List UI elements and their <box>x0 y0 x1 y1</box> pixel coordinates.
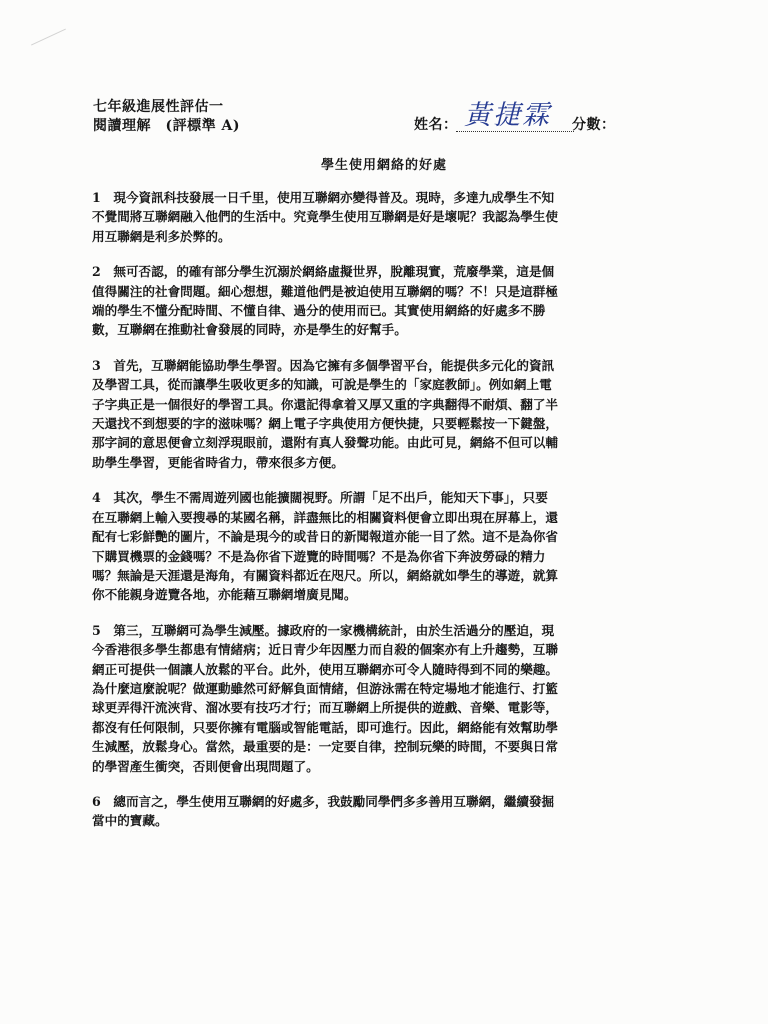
paragraph-line: 在互聯網上輸入要搜尋的某國名稱，詳盡無比的相關資料便會立即出現在屏幕上，還 <box>92 509 558 525</box>
paragraph-line: 的學習產生衝突，否則便會出現問題了。 <box>92 758 319 774</box>
paragraph-line: 2 無可否認，的確有部分學生沉溺於網絡虛擬世界，脫離現實，荒廢學業，這是個 <box>92 264 555 280</box>
paragraph-3 <box>92 356 688 472</box>
name-score-row <box>414 100 654 136</box>
paragraph-line: 為什麼這麼說呢？做運動雖然可紓解負面情緒，但游泳需在特定場地才能進行、打籃 <box>92 680 558 696</box>
article-body <box>92 188 688 847</box>
paragraph-line: 配有七彩鮮艷的圖片，不論是現今的或昔日的新聞報道亦能一目了然。這不是為你省 <box>92 529 558 545</box>
article-title: 學生使用網絡的好處 <box>320 158 447 173</box>
paragraph-line: 值得關注的社會問題。細心想想，難道他們是被迫使用互聯網的嗎？不！只是這群極 <box>92 283 558 299</box>
paragraph-line: 不覺間將互聯網融入他們的生活中。究竟學生使用互聯網是好是壞呢？我認為學生使 <box>92 209 558 225</box>
paragraph-line: 下購買機票的金錢嗎？不是為你省下遊覽的時間嗎？不是為你省下奔波勞碌的精力 <box>92 548 546 564</box>
paragraph-line: 那字詞的意思便會立刻浮現眼前，還附有真人發聲功能。由此可見，網絡不但可以輔 <box>92 435 558 451</box>
score-label: 分數： <box>572 117 616 133</box>
subject-line: 閱讀理解 (評標準 A) <box>93 118 240 134</box>
paragraph-6 <box>92 792 688 831</box>
paragraph-line: 5 第三，互聯網可為學生減壓。據政府的一家機構統計，由於生活過分的壓迫，現 <box>92 622 555 638</box>
paragraph-4 <box>92 488 688 604</box>
paragraph-line: 球更弄得汗流浹背、溜冰要有技巧才行；而互聯網上所提供的遊戲、音樂、電影等， <box>92 700 558 716</box>
paragraph-line: 生減壓，放鬆身心。當然，最重要的是：一定要自律，控制玩樂的時間，不要與日常 <box>92 739 558 755</box>
paragraph-line: 1 現今資訊科技發展一日千里，使用互聯網亦變得普及。現時，多達九成學生不知 <box>92 190 555 205</box>
paragraph-line: 助學生學習，更能省時省力，帶來很多方便。 <box>92 454 344 470</box>
faint-pen-mark <box>31 29 71 57</box>
paragraph-1 <box>92 188 688 246</box>
paragraph-line: 嗎？無論是天涯還是海角，有關資料都近在咫尺。所以，網絡就如學生的導遊，就算 <box>92 567 558 583</box>
paragraph-line: 數，互聯網在推動社會發展的同時，亦是學生的好幫手。 <box>92 322 407 338</box>
paragraph-line: 4 其次，學生不需周遊列國也能擴闊視野。所謂「足不出戶，能知天下事」，只要 <box>92 490 548 506</box>
paragraph-line: 及學習工具，從而讓學生吸收更多的知識，可說是學生的「家庭教師」。例如網上電 <box>92 377 552 393</box>
paragraph-line: 3 首先，互聯網能協助學生學習。因為它擁有多個學習平台，能提供多元化的資訊 <box>92 357 555 373</box>
assessment-header <box>93 98 240 136</box>
paragraph-5 <box>92 621 688 776</box>
paragraph-line: 都沒有任何限制，只要你擁有電腦或智能電話，即可進行。因此，網絡能有效幫助學 <box>92 719 558 735</box>
paragraph-2 <box>92 262 688 340</box>
paragraph-line: 子字典正是一個很好的學習工具。你還記得拿着又厚又重的字典翻得不耐煩、翻了半 <box>92 396 558 412</box>
paragraph-line: 6 總而言之，學生使用互聯網的好處多，我鼓勵同學們多多善用互聯網，繼續發掘 <box>92 793 555 809</box>
paragraph-line: 當中的寶藏。 <box>92 813 168 829</box>
paragraph-line: 用互聯網是利多於弊的。 <box>92 228 231 244</box>
paragraph-line: 端的學生不懂分配時間、不懂自律、過分的使用而已。其實使用網絡的好處多不勝 <box>92 303 546 319</box>
paragraph-line: 今香港很多學生都患有情緒病；近日青少年因壓力而自殺的個案亦有上升趨勢，互聯 <box>92 642 558 658</box>
name-label: 姓名： <box>414 117 458 133</box>
handwritten-student-name: 黃捷霖 <box>464 100 551 131</box>
paragraph-line: 你不能親身遊覽各地，亦能藉互聯網增廣見聞。 <box>92 587 357 603</box>
paragraph-line: 天還找不到想要的字的滋味嗎？網上電子字典使用方便快捷，只要輕鬆按一下鍵盤， <box>92 416 558 432</box>
paragraph-line: 網正可提供一個讓人放鬆的平台。此外，使用互聯網亦可令人隨時得到不同的樂趣。 <box>92 661 558 677</box>
grade-title: 七年級進展性評估一 <box>93 99 224 115</box>
